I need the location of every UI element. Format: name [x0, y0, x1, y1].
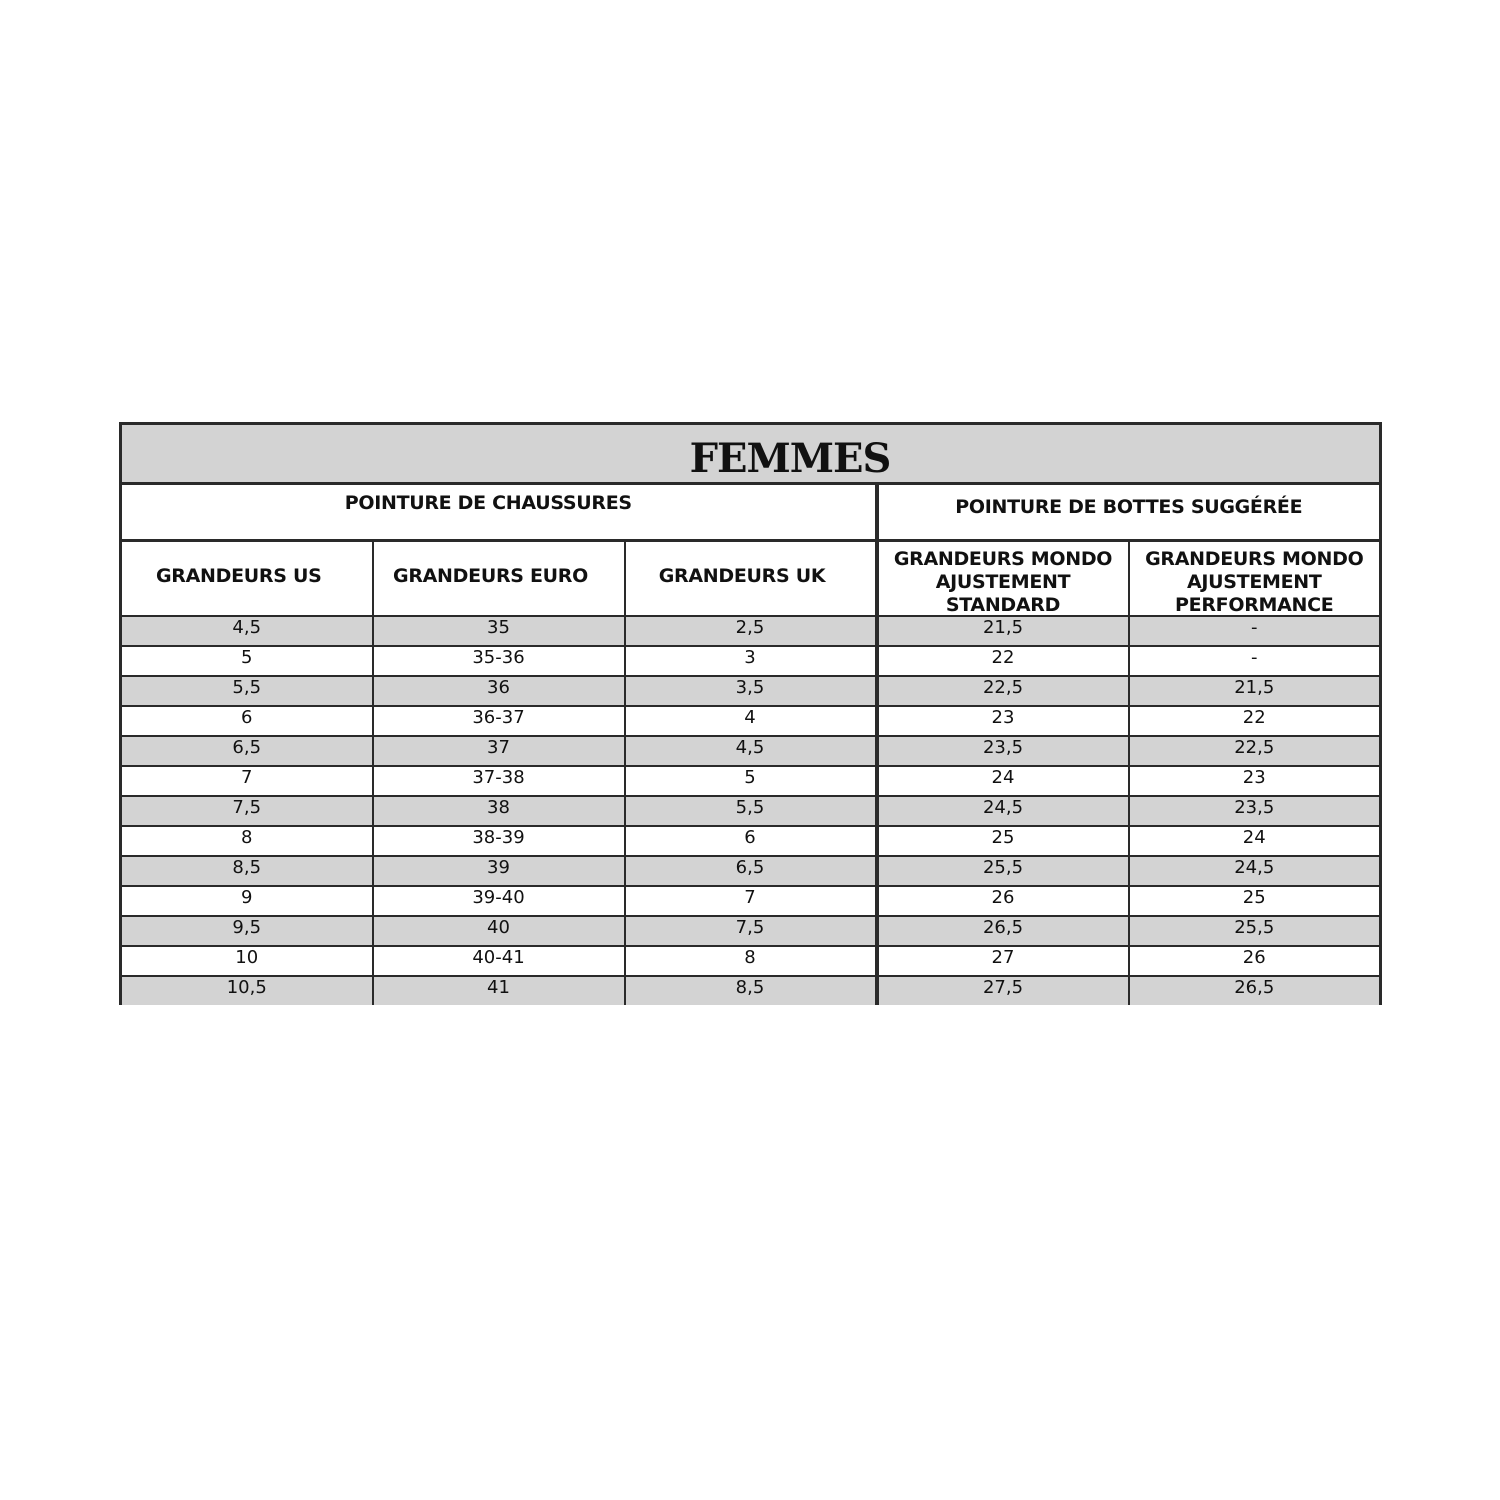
cell-mondo-standard-value: 25,5	[982, 857, 1024, 878]
cell-uk	[625, 616, 877, 646]
cell-euro-value: 39-40	[472, 887, 525, 908]
cell-uk	[625, 976, 877, 1005]
cell-uk-value: 7,5	[735, 917, 765, 938]
cell-euro	[373, 796, 625, 826]
cell-us	[121, 886, 373, 916]
title-row	[121, 424, 1381, 484]
cell-mondo-standard	[877, 976, 1129, 1005]
cell-euro-value: 41	[487, 977, 510, 998]
cell-mondo-standard	[877, 766, 1129, 796]
cell-uk	[625, 766, 877, 796]
cell-us-value: 10	[235, 947, 259, 968]
cell-euro-value: 37	[487, 737, 510, 758]
cell-euro	[373, 946, 625, 976]
cell-us-value: 5	[241, 647, 253, 668]
cell-euro	[373, 646, 625, 676]
cell-uk-value: 6,5	[735, 857, 765, 878]
column-header-uk-label: GRANDEURS UK	[658, 565, 826, 587]
size-chart-table	[119, 422, 1382, 1005]
cell-uk-value: 7	[744, 887, 756, 908]
cell-us	[121, 856, 373, 886]
cell-mondo-performance	[1129, 766, 1381, 796]
table-row	[121, 706, 1381, 736]
cell-mondo-performance	[1129, 676, 1381, 706]
cell-us-value: 9,5	[232, 917, 262, 938]
cell-mondo-performance-value: 26,5	[1234, 977, 1275, 998]
cell-mondo-standard	[877, 946, 1129, 976]
cell-mondo-performance	[1129, 946, 1381, 976]
cell-mondo-performance	[1129, 616, 1381, 646]
cell-mondo-performance	[1129, 796, 1381, 826]
cell-uk-value: 5	[744, 767, 756, 788]
cell-us	[121, 946, 373, 976]
cell-euro	[373, 706, 625, 736]
cell-euro	[373, 886, 625, 916]
size-rows	[121, 616, 1381, 1005]
cell-mondo-performance-value: -	[1251, 617, 1258, 638]
cell-uk-value: 4	[744, 707, 756, 728]
cell-mondo-standard	[877, 886, 1129, 916]
cell-mondo-standard	[877, 736, 1129, 766]
cell-mondo-performance	[1129, 856, 1381, 886]
column-header-us	[121, 541, 373, 617]
cell-uk-value: 3,5	[735, 677, 765, 698]
cell-euro	[373, 856, 625, 886]
group-header-boots	[877, 484, 1381, 541]
cell-uk-value: 5,5	[735, 797, 765, 818]
column-header-euro-label: GRANDEURS EURO	[393, 565, 588, 587]
table-row	[121, 976, 1381, 1005]
cell-us-value: 10,5	[226, 977, 267, 998]
cell-euro-value: 38-39	[472, 827, 525, 848]
table-title-cell	[121, 424, 1381, 484]
cell-mondo-performance	[1129, 976, 1381, 1005]
cell-uk-value: 4,5	[735, 737, 765, 758]
cell-mondo-performance	[1129, 826, 1381, 856]
table-title: FEMMES	[689, 434, 891, 482]
cell-mondo-standard-value: 26,5	[982, 917, 1024, 938]
cell-uk	[625, 826, 877, 856]
column-header-mondo-performance	[1129, 541, 1381, 617]
cell-euro-value: 35	[487, 617, 510, 638]
cell-us-value: 8,5	[232, 857, 262, 878]
table-row	[121, 646, 1381, 676]
cell-mondo-standard	[877, 706, 1129, 736]
cell-us	[121, 976, 373, 1005]
column-header-us-label: GRANDEURS US	[156, 565, 322, 587]
cell-euro-value: 40	[487, 917, 510, 938]
cell-euro-value: 39	[487, 857, 510, 878]
cell-uk	[625, 886, 877, 916]
cell-mondo-standard-value: 23	[991, 707, 1015, 728]
table-row	[121, 826, 1381, 856]
cell-mondo-standard-value: 21,5	[982, 617, 1024, 638]
cell-mondo-standard	[877, 826, 1129, 856]
cell-us-value: 8	[241, 827, 253, 848]
cell-euro-value: 37-38	[472, 767, 525, 788]
cell-us-value: 5,5	[232, 677, 262, 698]
cell-mondo-standard	[877, 916, 1129, 946]
table-row	[121, 886, 1381, 916]
cell-mondo-standard	[877, 856, 1129, 886]
cell-uk	[625, 706, 877, 736]
cell-uk-value: 8,5	[735, 977, 765, 998]
group-header-boots-label: POINTURE DE BOTTES SUGGÉRÉE	[955, 496, 1303, 518]
cell-us	[121, 766, 373, 796]
cell-us-value: 7,5	[232, 797, 262, 818]
cell-uk	[625, 856, 877, 886]
cell-mondo-performance-value: 24	[1242, 827, 1266, 848]
cell-mondo-standard-value: 27	[991, 947, 1015, 968]
cell-mondo-performance	[1129, 646, 1381, 676]
cell-us-value: 6	[241, 707, 253, 728]
cell-us	[121, 826, 373, 856]
cell-mondo-standard-value: 27,5	[982, 977, 1024, 998]
cell-uk-value: 2,5	[735, 617, 765, 638]
cell-mondo-standard	[877, 646, 1129, 676]
cell-uk	[625, 646, 877, 676]
cell-euro	[373, 916, 625, 946]
cell-mondo-performance-value: 23	[1242, 767, 1266, 788]
cell-us	[121, 706, 373, 736]
cell-mondo-standard-value: 26	[991, 887, 1015, 908]
cell-mondo-standard-value: 24,5	[982, 797, 1024, 818]
cell-mondo-performance	[1129, 736, 1381, 766]
cell-mondo-performance-value: 25,5	[1234, 917, 1275, 938]
column-header-mondo-standard-label: GRANDEURS MONDO AJUSTEMENT STANDARD	[893, 548, 1113, 616]
cell-mondo-standard-value: 23,5	[982, 737, 1024, 758]
cell-euro-value: 36	[487, 677, 510, 698]
cell-uk	[625, 676, 877, 706]
group-header-row	[121, 484, 1381, 541]
cell-mondo-performance-value: 21,5	[1234, 677, 1275, 698]
table-row	[121, 796, 1381, 826]
cell-us	[121, 736, 373, 766]
table-row	[121, 736, 1381, 766]
cell-euro-value: 36-37	[472, 707, 525, 728]
cell-euro	[373, 676, 625, 706]
cell-us-value: 6,5	[232, 737, 262, 758]
cell-euro	[373, 766, 625, 796]
cell-euro-value: 38	[487, 797, 510, 818]
cell-mondo-performance	[1129, 706, 1381, 736]
column-header-euro	[373, 541, 625, 617]
cell-euro-value: 35-36	[472, 647, 525, 668]
column-header-row	[121, 541, 1381, 617]
cell-mondo-performance-value: 22,5	[1234, 737, 1275, 758]
table-row	[121, 856, 1381, 886]
cell-mondo-performance	[1129, 916, 1381, 946]
cell-euro-value: 40-41	[472, 947, 525, 968]
cell-mondo-performance-value: 24,5	[1234, 857, 1275, 878]
cell-uk	[625, 946, 877, 976]
cell-mondo-performance-value: 23,5	[1234, 797, 1275, 818]
cell-euro	[373, 616, 625, 646]
cell-us-value: 7	[241, 767, 253, 788]
cell-uk	[625, 796, 877, 826]
cell-mondo-performance	[1129, 886, 1381, 916]
table-row	[121, 676, 1381, 706]
cell-mondo-performance-value: 26	[1242, 947, 1266, 968]
column-header-uk	[625, 541, 877, 617]
cell-uk	[625, 916, 877, 946]
group-header-shoes	[121, 484, 877, 541]
cell-euro	[373, 976, 625, 1005]
cell-mondo-standard-value: 22,5	[982, 677, 1024, 698]
table-row	[121, 916, 1381, 946]
cell-mondo-standard	[877, 616, 1129, 646]
table-row	[121, 946, 1381, 976]
column-header-mondo-performance-label: GRANDEURS MONDO AJUSTEMENT PERFORMANCE	[1145, 548, 1364, 616]
cell-mondo-performance-value: -	[1251, 647, 1258, 668]
cell-us	[121, 796, 373, 826]
cell-us-value: 4,5	[232, 617, 262, 638]
cell-mondo-performance-value: 22	[1242, 707, 1266, 728]
cell-mondo-performance-value: 25	[1242, 887, 1266, 908]
column-header-mondo-standard	[877, 541, 1129, 617]
cell-us	[121, 616, 373, 646]
cell-us	[121, 916, 373, 946]
cell-us	[121, 646, 373, 676]
cell-mondo-standard-value: 22	[991, 647, 1015, 668]
cell-us	[121, 676, 373, 706]
table-row	[121, 616, 1381, 646]
cell-mondo-standard-value: 25	[991, 827, 1015, 848]
cell-uk-value: 8	[744, 947, 756, 968]
cell-euro	[373, 736, 625, 766]
cell-mondo-standard	[877, 676, 1129, 706]
cell-euro	[373, 826, 625, 856]
cell-uk	[625, 736, 877, 766]
cell-us-value: 9	[241, 887, 253, 908]
cell-uk-value: 6	[744, 827, 756, 848]
table-row	[121, 766, 1381, 796]
cell-mondo-standard-value: 24	[991, 767, 1015, 788]
cell-uk-value: 3	[744, 647, 756, 668]
cell-mondo-standard	[877, 796, 1129, 826]
group-header-shoes-label: POINTURE DE CHAUSSURES	[344, 492, 632, 514]
